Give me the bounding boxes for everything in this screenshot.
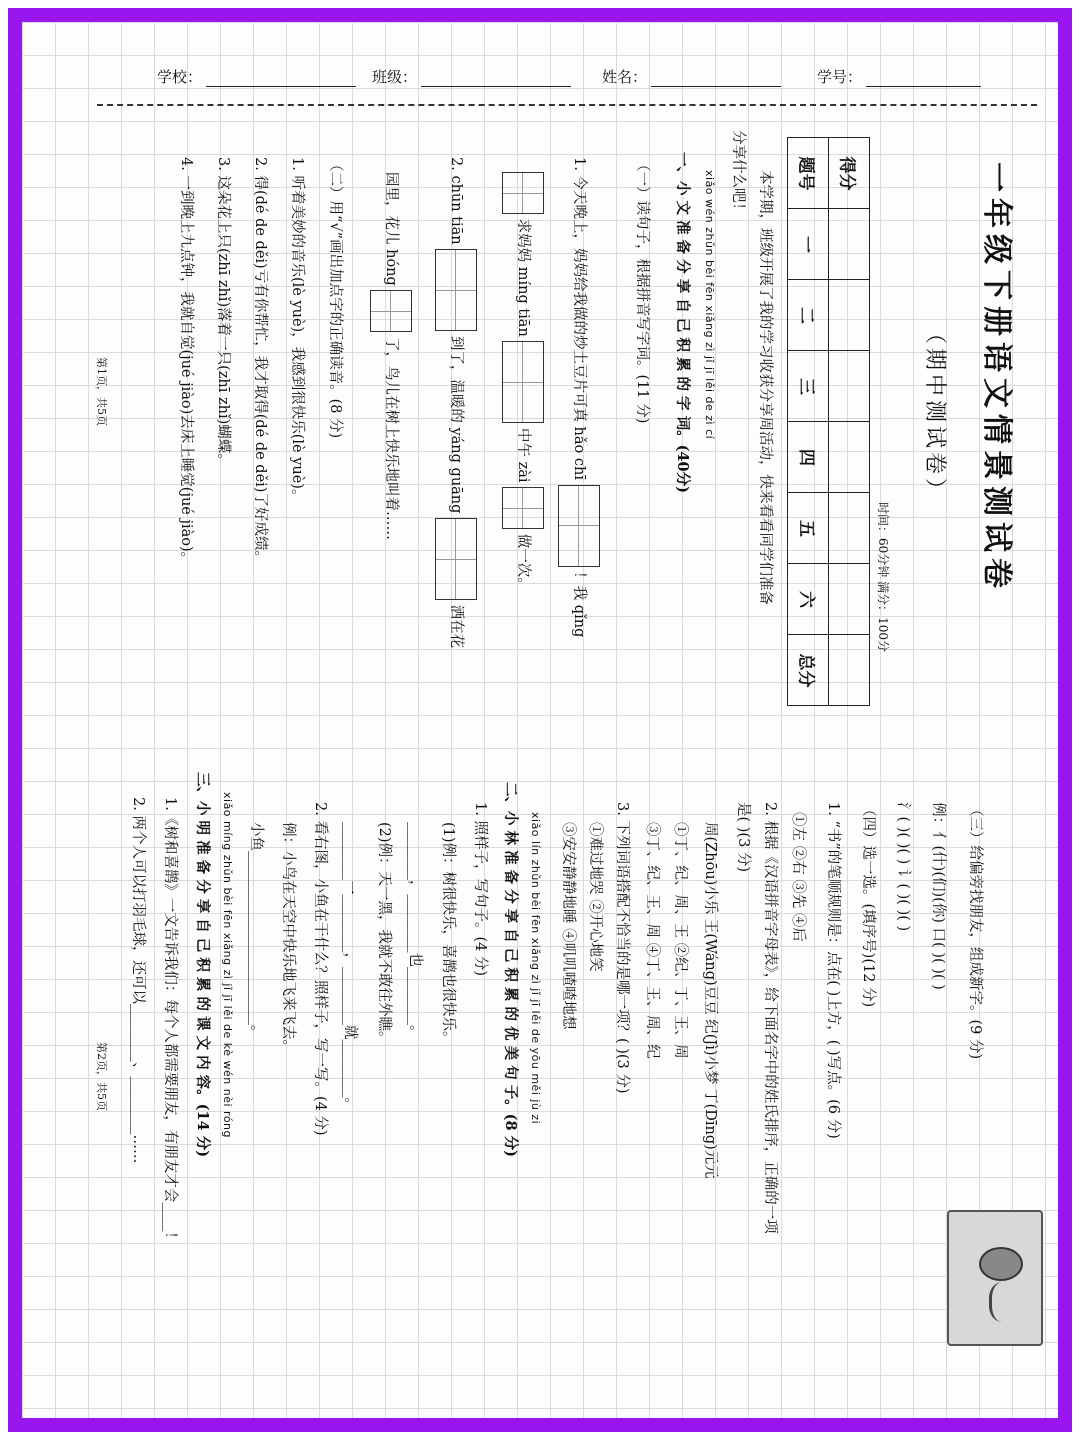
score-header-cell: 五 xyxy=(788,493,829,564)
score-header-cell: 一 xyxy=(788,209,829,280)
sentence-q1-blank1[interactable]: ________，________也________。 xyxy=(407,822,423,1040)
score-label-cell: 得分 xyxy=(829,138,870,209)
score-input-cell[interactable] xyxy=(829,280,870,351)
reading-q1: 1. 听着美妙的音乐(lè yuè)，我感到很快乐(lè yuè)。 xyxy=(289,157,305,504)
page-footer-2: 第2页，共5页 xyxy=(95,1042,108,1111)
question-2-line-2 xyxy=(370,172,412,540)
number-field xyxy=(817,66,981,87)
intro-text-2: 分享什么吧！ xyxy=(730,130,746,217)
sentence-q2: 2. 看右图，小鱼在干什么？照样子，写一写。(4 分) xyxy=(312,802,328,1136)
subsection3: （三）给偏旁找朋友，组成新字。(9 分) xyxy=(967,802,983,1060)
answer-box[interactable] xyxy=(558,485,600,567)
school-field xyxy=(157,66,356,87)
choice-q2-tail: 是( )(3 分) xyxy=(735,802,751,873)
q1-text-b: ！我 qǐng xyxy=(571,571,587,638)
answer-box[interactable] xyxy=(502,341,544,423)
choice-q2-names: 周(Zhōu)小乐 王(Wáng)豆豆 纪(Jì)小梦 丁(Dīng)元元 xyxy=(702,822,718,1179)
choice-q3-options-a: ①难过地哭 ②开心地笑 xyxy=(587,822,603,972)
subsection4: （四）选一选。(填序号)(12 分) xyxy=(860,802,876,1008)
sentence-q1-blank2[interactable]: ________一________，________就________。 xyxy=(342,822,358,1112)
section3-pinyin: xiǎo míng zhǔn bèi fēn xiǎng zì jǐ jī lěi de kè wén nèi róng xyxy=(221,792,234,1139)
class-field xyxy=(372,66,571,87)
reading-q4: 4. 一到晚上九点钟，我就自觉(jué jiào)去床上睡觉(jué jiào)。 xyxy=(178,157,194,567)
school-label: 学校： xyxy=(157,68,203,86)
name-field xyxy=(602,66,781,87)
intro-text: 本学期，班级开展了我的学习收获分享周活动，快来看看同学们准备 xyxy=(757,170,773,605)
choice-q1: 1. “书”的笔顺规则是：点在( )上方，( )写点。(6 分) xyxy=(825,802,841,1139)
choice-q2: 2. 根据《汉语拼音字母表》，给下面名字中的姓氏排序，正确的一项 xyxy=(762,802,778,1234)
score-header-cell: 四 xyxy=(788,422,829,493)
answer-box[interactable] xyxy=(502,487,544,529)
score-input-cell[interactable] xyxy=(829,635,870,706)
answer-box[interactable] xyxy=(435,249,477,331)
text-q1[interactable]: 1.《树和喜鹊》一文告诉我们：每个人都需要朋友，有朋友才会____！ xyxy=(162,797,178,1246)
section3-heading: 三、小 明 准 备 分 享 自 己 积 累 的 课 文 内 容。(14 分) xyxy=(194,772,211,1158)
q2-text-e: 了，鸟儿在树上快乐地叫着…… xyxy=(383,337,399,541)
score-input-cell[interactable] xyxy=(829,351,870,422)
answer-box[interactable] xyxy=(502,172,544,214)
choice-q1-options: ①左 ②右 ③先 ④后 xyxy=(790,812,806,942)
q1-text-c: 求妈妈 míng tiān xyxy=(515,218,531,337)
q1-text-d: 中午 zài xyxy=(515,428,531,483)
reading-q3: 3. 这朵花上只(zhī zhǐ)落着一只(zhī zhǐ)蝴蝶。 xyxy=(215,157,231,468)
score-input-cell[interactable] xyxy=(829,209,870,280)
choice-q2-options-b: ③丁、纪、王、周 ④丁、王、周、纪 xyxy=(644,822,660,1059)
choice-q3-options-b: ③安安静静地睡 ④叽叽喳喳地想 xyxy=(560,822,576,1030)
q1-text-e: 做一次。 xyxy=(515,533,531,592)
q1-text: 1. 今天晚上，妈妈给我做的炒土豆片可真 hǎo chī xyxy=(571,157,587,480)
answer-box[interactable] xyxy=(435,518,477,600)
class-line[interactable] xyxy=(421,72,571,87)
name-label: 姓名： xyxy=(602,68,648,86)
score-input-cell[interactable] xyxy=(829,493,870,564)
fish-body-shape xyxy=(979,1247,1023,1281)
page-subtitle: （期中测试卷） xyxy=(922,322,947,505)
score-header-cell: 六 xyxy=(788,564,829,635)
text-q2[interactable]: 2. 两个人可以打羽毛球，还可以________、________…… xyxy=(130,797,146,1164)
section1-pinyin: xiǎo wén zhǔn bèi fēn xiǎng zì jǐ jī lěi de zì cí xyxy=(703,170,716,440)
fish-tail-shape xyxy=(989,1282,1022,1322)
question-2-line-1 xyxy=(435,157,477,648)
radical-row: 氵( )( )( ) 讠( )( )( ) xyxy=(895,802,911,932)
sentence-q2-blank[interactable]: 小鱼________________________。 xyxy=(248,822,264,1040)
radical-example: 例：亻(什)(们)(你) 口( )( )( ) xyxy=(930,802,946,990)
score-input-cell[interactable] xyxy=(829,422,870,493)
class-label: 班级： xyxy=(372,68,418,86)
q2-text-d: 园里，花儿 hóng xyxy=(383,172,399,286)
page-frame xyxy=(8,8,1072,1432)
section1-heading: 一、小 文 准 备 分 享 自 己 积 累 的 字 词。(40分) xyxy=(674,152,691,493)
q2-text-b: 到了，温暖的 yáng guāng xyxy=(448,335,464,514)
score-header-cell: 总分 xyxy=(788,635,829,706)
question-1-line-2 xyxy=(502,172,544,592)
q2-text-c: 洒在花 xyxy=(448,604,464,649)
school-line[interactable] xyxy=(206,72,356,87)
sentence-q1: 1. 照样子，写句子。(4 分) xyxy=(472,802,488,977)
page-footer-1: 第1页，共5页 xyxy=(95,357,108,426)
choice-q2-options-a: ①丁、纪、周、王 ②纪、丁、王、周 xyxy=(672,822,688,1059)
q2-text: 2. chūn tiān xyxy=(448,157,464,245)
sentence-q1-example1: (1)例：树很快乐，喜鹊也很快乐。 xyxy=(440,822,456,1046)
score-header-cell: 三 xyxy=(788,351,829,422)
sentence-q2-example: 例：小鸟在天空中快乐地飞来飞去。 xyxy=(280,822,296,1054)
score-input-cell[interactable] xyxy=(829,564,870,635)
question-1-line-1 xyxy=(558,157,600,637)
reading-q2: 2. 得(dé de děi)亏有你帮忙，我才取得(dé de děi)了好成绩。 xyxy=(252,157,268,565)
number-line[interactable] xyxy=(866,72,981,87)
answer-box[interactable] xyxy=(370,290,412,332)
score-row xyxy=(788,138,870,209)
fish-illustration xyxy=(947,1210,1043,1346)
sentence-q1-example2: (2)例：天一黑，我就不敢往外瞧。 xyxy=(376,822,392,1046)
score-header-cell: 题号 xyxy=(788,138,829,209)
time-info: 时间：60分钟 满分：100分 xyxy=(876,502,890,652)
subsection2: （二）用“√”画出加点字的正确读音。(8 分) xyxy=(327,157,343,439)
cut-line xyxy=(97,104,1037,106)
score-header-cell: 二 xyxy=(788,280,829,351)
name-line[interactable] xyxy=(651,72,781,87)
page-title: 一年级下册语文情景测试卷 xyxy=(979,162,1014,594)
score-table xyxy=(787,137,870,706)
number-label: 学号： xyxy=(817,68,863,86)
section2-heading: 二、小 林 准 备 分 享 自 己 积 累 的 优 美 句 子。(8 分) xyxy=(502,782,519,1158)
section2-pinyin: xiǎo lín zhǔn bèi fēn xiǎng zì jǐ jī lěi de yōu měi jù zi xyxy=(529,812,542,1125)
choice-q3: 3. 下列词语搭配不恰当的是哪一项？( )(3 分) xyxy=(614,802,630,1094)
subsection1: （一）读句子，根据拼音写字词。(11 分) xyxy=(634,157,650,424)
